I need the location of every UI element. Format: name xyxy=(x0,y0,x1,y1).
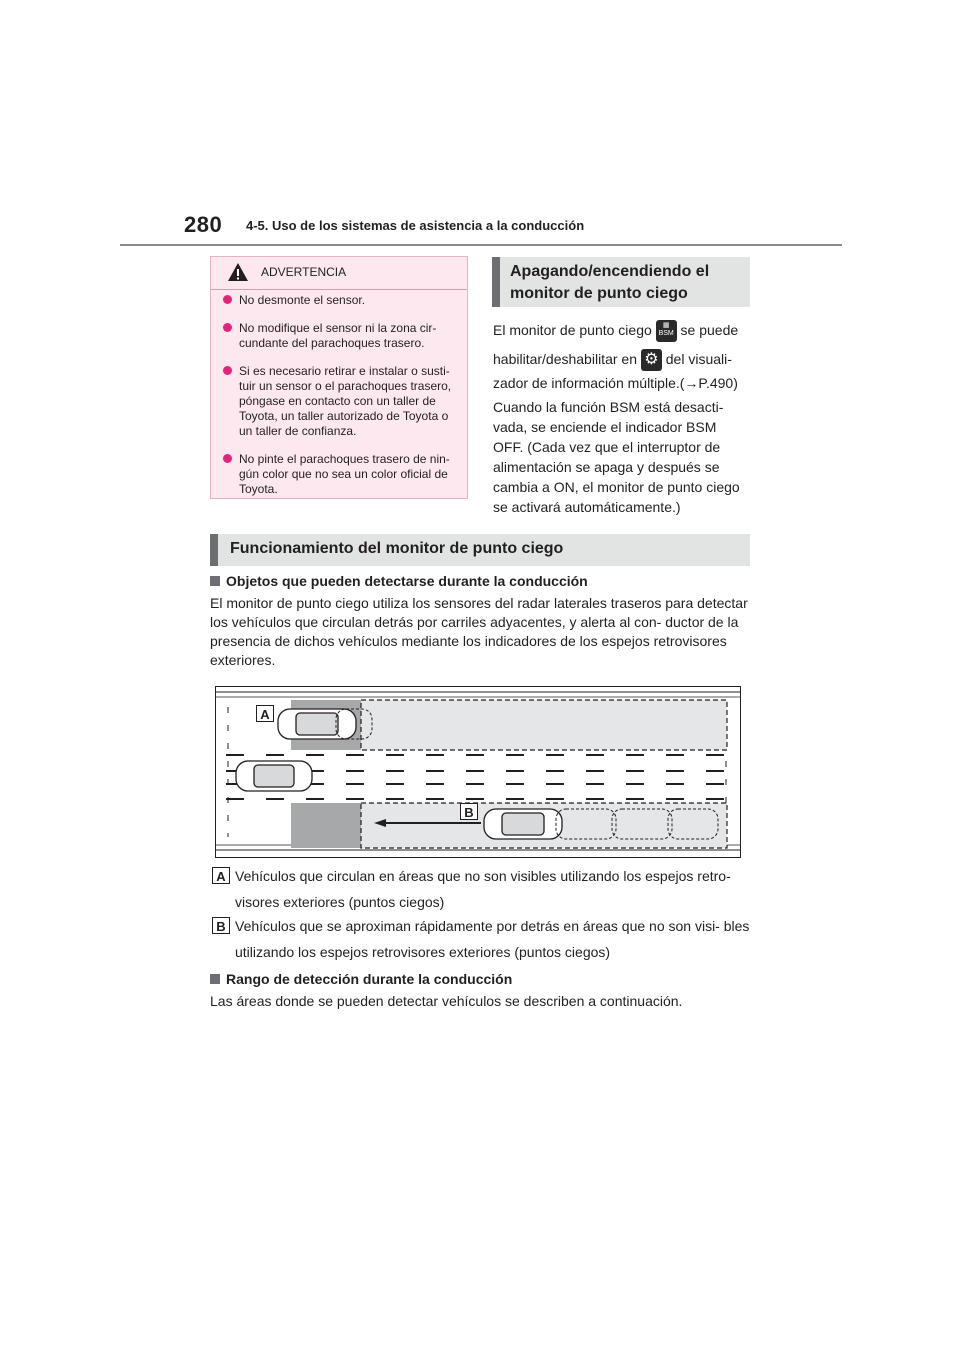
header-rule xyxy=(120,244,842,246)
diagram-label-b: B xyxy=(460,803,478,820)
warning-title: ADVERTENCIA xyxy=(261,265,347,279)
onoff-line3: zador de información múltiple.(→P.490) xyxy=(493,375,738,391)
warning-box xyxy=(210,256,468,499)
onoff-heading: Apagando/encendiendo el monitor de punto ciego xyxy=(492,257,750,307)
subheading-range: Rango de detección durante la conducción xyxy=(210,971,512,987)
page-number: 280 xyxy=(184,212,223,237)
square-bullet-icon xyxy=(210,974,220,984)
section-title: 4-5. Uso de los sistemas de asistencia a la conducción xyxy=(246,218,585,233)
onoff-line2: habilitar/deshabilitar en ⚙ del visuali- xyxy=(493,349,732,371)
bullet-icon xyxy=(223,366,232,375)
paragraph-range: Las áreas donde se pueden detectar vehículos se describen a continuación. xyxy=(210,993,683,1009)
road-illustration xyxy=(216,687,740,857)
blind-spot-diagram xyxy=(215,686,741,858)
warning-item: No pinte el parachoques trasero de nin- gún color que no sea un color oficial de Toyota. xyxy=(223,452,463,497)
bsm-icon: ▦ BSM xyxy=(656,320,677,342)
subheading-objects: Objetos que pueden detectarse durante la conducción xyxy=(210,573,588,589)
warning-triangle-icon xyxy=(227,262,249,282)
bullet-icon xyxy=(223,295,232,304)
description-a: Vehículos que circulan en áreas que no son visibles utilizando los espejos retro- visores exteriores (puntos ciegos) xyxy=(235,868,731,910)
square-bullet-icon xyxy=(210,576,220,586)
warning-header xyxy=(211,257,467,290)
desc-label-a: A xyxy=(212,867,230,884)
settings-gear-icon: ⚙ xyxy=(641,349,662,371)
onoff-paragraph: Cuando la función BSM está desacti- vada, se enciende el indicador BSM OFF. (Cada vez que el interruptor de alimentación se apaga y después se cambia a ON, el monitor de punto ciego se activará automáticamente.) xyxy=(493,399,740,515)
description-b: Vehículos que se aproximan rápidamente por detrás en áreas que no son visi- bles utilizando los espejos retrovisores exteriores (puntos ciegos) xyxy=(235,918,750,960)
warning-item: No desmonte el sensor. xyxy=(223,293,463,308)
paragraph-objects: El monitor de punto ciego utiliza los sensores del radar laterales traseros para detectar los vehículos que circulan detrás por carriles adyacentes, y alerta al con- ductor de la presencia de dichos vehículos mediante los indicadores de los espejos retrovisores exteriores. xyxy=(210,595,748,668)
function-heading: Funcionamiento del monitor de punto ciego xyxy=(210,534,750,566)
bullet-icon xyxy=(223,454,232,463)
desc-label-b: B xyxy=(212,917,230,934)
warning-item: Si es necesario retirar e instalar o susti- tuir un sensor o el parachoques trasero, póngase en contacto con un taller de Toyota, un taller autorizado de Toyota o un taller de confianza. xyxy=(223,364,463,439)
diagram-label-a: A xyxy=(256,705,274,722)
bullet-icon xyxy=(223,323,232,332)
onoff-line1: El monitor de punto ciego ▦ BSM se puede xyxy=(493,320,738,342)
warning-item: No modifique el sensor ni la zona cir- cundante del parachoques trasero. xyxy=(223,321,463,351)
